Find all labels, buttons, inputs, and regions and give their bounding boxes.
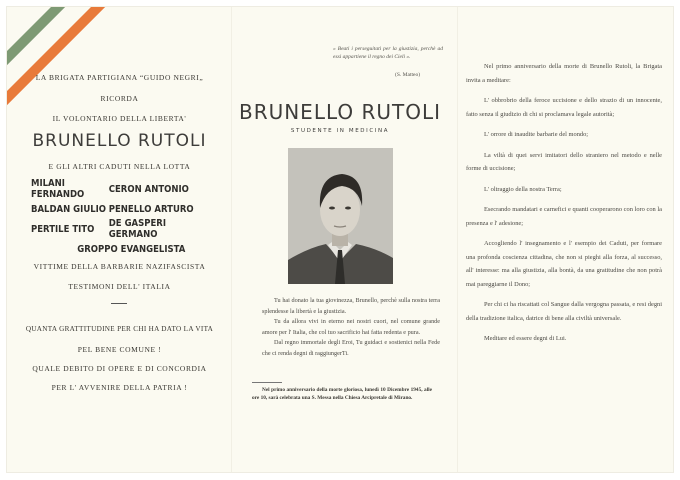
closing-line: PEL BENE COMUNE ! <box>77 345 162 354</box>
note-divider <box>252 382 282 383</box>
fallen-name: PERTILE TITO <box>31 223 95 235</box>
left-panel <box>7 7 232 472</box>
meditation-paragraph: La viltà di quei servi imitatori dello straniero nel metodo e nelle forme di uccisione; <box>466 151 662 172</box>
witnesses-line: TESTIMONI DELL' ITALIA <box>68 282 171 291</box>
volunteer-line: IL VOLONTARIO DELLA LIBERTA' <box>52 114 187 123</box>
divider-rule <box>111 303 127 304</box>
fold-line-right <box>457 7 458 472</box>
fallen-row <box>31 239 201 259</box>
fallen-names-list <box>31 179 201 259</box>
closing-line: QUANTA GRATTITUDINE PER CHI HA DATO LA VITA <box>25 325 214 333</box>
fallen-name: PENELLO ARTURO <box>108 203 194 215</box>
mass-announcement: Nel primo anniversario della morte gloriosa, lunedì 10 Dicembre 1945, alle ore 10, sarà celebrata una S. Messa nella Chiesa Arcipretale di Mirano. <box>252 387 432 401</box>
brigade-header: LA BRIGATA PARTIGIANA “GUIDO NEGRI„ <box>35 73 204 82</box>
recalls-line: RICORDA <box>100 94 139 103</box>
fallen-name: MILANI FERNANDO <box>31 178 85 200</box>
closing-line: PER L' AVVENIRE DELLA PATRIA ! <box>51 383 188 392</box>
tribute-text <box>262 296 440 359</box>
meditation-paragraph: L' obbrobrio della feroce uccisione e dello strazio di un innocente, fatto senza il giudizio di chi si proclamava legale autorità; <box>466 97 662 118</box>
meditation-paragraph: Per chi ci ha riscattati col Sangue dalla vergogna passata, e resi degni della tradizione italica, datrice di bene alla civiltà universale. <box>466 301 662 322</box>
quote-source: (S. Matteo) <box>395 72 421 78</box>
fallen-row <box>31 219 201 239</box>
fallen-name: CERON ANTONIO <box>108 183 189 195</box>
victims-line: VITTIME DELLA BARBARIE NAZIFASCISTA <box>33 262 206 271</box>
meditation-paragraph: Meditare ed essere degni di Lui. <box>484 335 567 342</box>
closing-line: QUALE DEBITO DI OPERE E DI CONCORDIA <box>32 364 207 373</box>
fallen-name: BALDAN GIULIO <box>31 203 107 215</box>
fallen-name: GROPPO EVANGELISTA <box>77 243 186 255</box>
honoree-name: BRUNELLO RUTOLI <box>32 131 207 151</box>
memorial-title: BRUNELLO RUTOLI <box>238 100 442 124</box>
tribute-paragraph: Dal regno immortale degli Eroi, Tu guidaci e sostienici nella Fede che ci renda degni di raggiungerTi. <box>262 339 440 357</box>
fallen-name: DE GASPERI GERMANO <box>108 218 166 240</box>
meditation-paragraph: Accogliendo l' insegnamento e l' esempio dei Caduti, per formare una profonda coscienza cittadina, che non si pieghi alla forza, al successo, all' interesse: ma alla giustizia, alla bontà, da una gratitudine che non potrà mai pareggiarne il Dono; <box>466 240 662 288</box>
memorial-subtitle: STUDENTE IN MEDICINA <box>290 128 390 134</box>
fallen-row <box>31 179 201 199</box>
portrait-photo <box>288 148 393 284</box>
others-fallen-line: E GLI ALTRI CADUTI NELLA LOTTA <box>48 162 191 171</box>
meditation-paragraph: L' orrore di inaudite barbarie del mondo; <box>484 131 589 138</box>
meditation-text <box>466 60 662 353</box>
meditation-paragraph: Esecrando mandatari e carnefici e quanti cooperarono con loro con la presenza e l' adesione; <box>466 206 662 227</box>
portrait-figure-icon <box>288 148 393 284</box>
tribute-paragraph: Tu hai donato la tua giovinezza, Brunello, perchè sulla nostra terra splendesse la libertà e la giustizia. <box>262 297 440 315</box>
meditation-paragraph: L' oltraggio della nostra Terra; <box>484 185 562 193</box>
tribute-paragraph: Tu da allora vivi in eterno nei nostri cuori, nel comune grande amore per l' Italia, che col tuo sacrificio hai fatta redenta e pura. <box>262 318 440 336</box>
meditation-paragraph: Nel primo anniversario della morte di Brunello Rutoli, la Brigata invita a meditare: <box>466 63 662 84</box>
fallen-row <box>31 199 201 219</box>
gospel-quote: « Beati i perseguitati per la giustizia, perchè ad essi appartiene il regno dei Cieli ». <box>333 46 443 60</box>
